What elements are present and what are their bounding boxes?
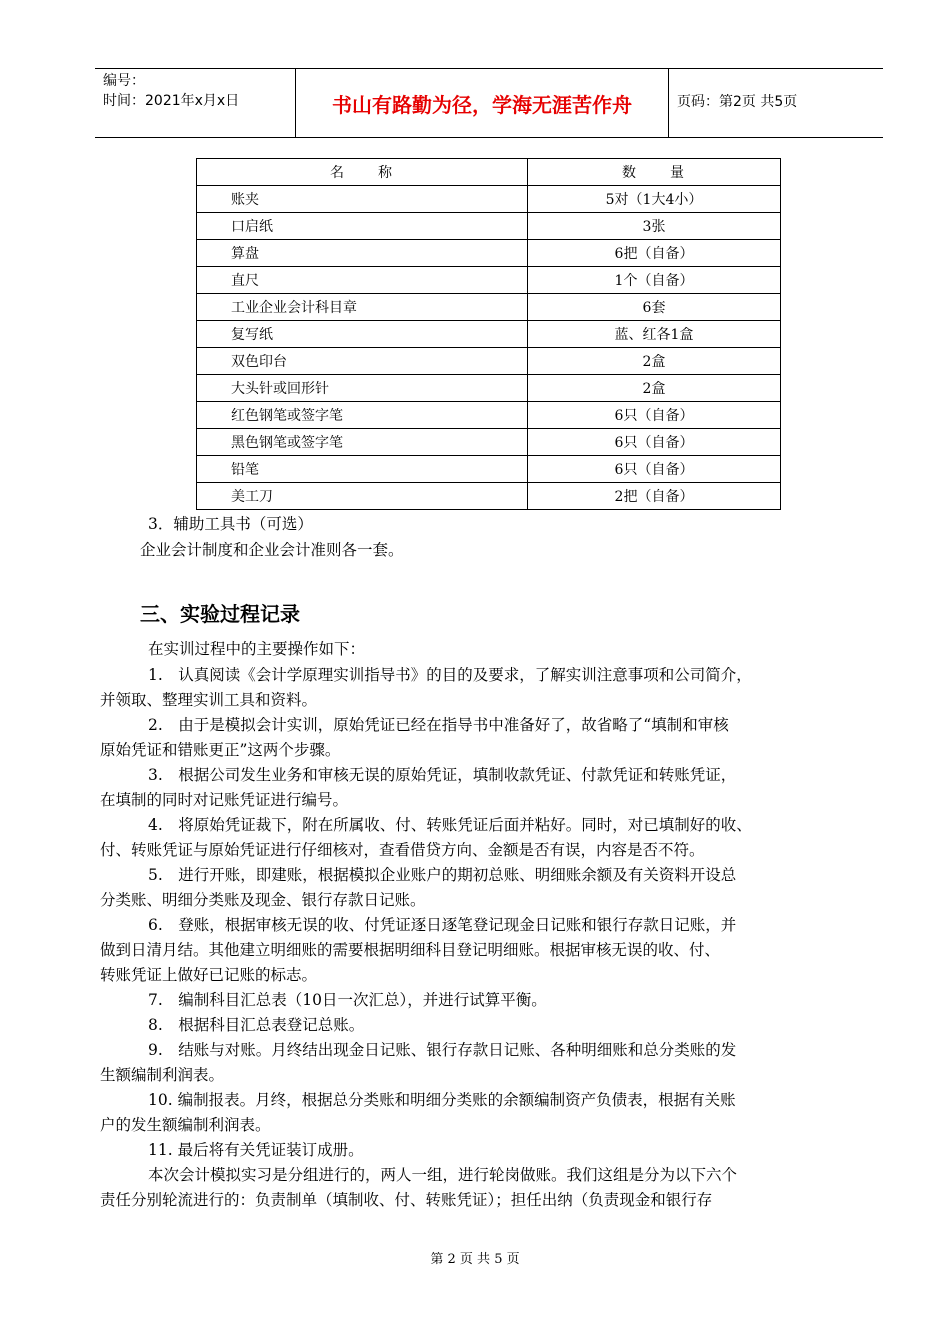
page-header — [95, 68, 883, 138]
item-quantity: 2盒 — [528, 375, 781, 402]
tools-title: 3．辅助工具书（可选） — [148, 515, 313, 533]
body-line: 户的发生额编制利润表。 — [100, 1116, 271, 1134]
item-name: 黑色钢笔或签字笔 — [197, 429, 528, 456]
body-line: 生额编制利润表。 — [100, 1066, 225, 1084]
body-line: 4. 将原始凭证裁下，附在所属收、付、转账凭证后面并粘好。同时，对已填制好的收、 — [148, 816, 752, 834]
body-line: 6. 登账，根据审核无误的收、付凭证逐日逐笔登记现金日记账和银行存款日记账，并 — [148, 916, 737, 934]
item-name: 红色钢笔或签字笔 — [197, 402, 528, 429]
item-quantity: 6只（自备） — [528, 456, 781, 483]
table-row — [197, 456, 781, 483]
body-line: 分类账、明细分类账及现金、银行存款日记账。 — [100, 891, 426, 909]
item-name: 口启纸 — [197, 213, 528, 240]
body-line: 付、转账凭证与原始凭证进行仔细核对，查看借贷方向、金额是否有误，内容是否不符。 — [100, 841, 705, 859]
header-page-number: 页码：第2页 共5页 — [677, 94, 798, 110]
table-row — [197, 483, 781, 510]
item-quantity: 2把（自备） — [528, 483, 781, 510]
body-line: 在填制的同时对记账凭证进行编号。 — [100, 791, 349, 809]
body-line: 5. 进行开账，即建账，根据模拟企业账户的期初总账、明细账余额及有关资料开设总 — [148, 866, 737, 884]
table-row — [197, 186, 781, 213]
header-number: 编号： — [103, 73, 145, 89]
item-quantity: 1个（自备） — [528, 267, 781, 294]
body-line: 并领取、整理实训工具和资料。 — [100, 691, 318, 709]
item-quantity: 6只（自备） — [528, 429, 781, 456]
item-quantity: 6把（自备） — [528, 240, 781, 267]
item-quantity: 5对（1大4小） — [528, 186, 781, 213]
table-header-row — [197, 159, 781, 186]
table-row — [197, 240, 781, 267]
table-row — [197, 429, 781, 456]
tools-table — [196, 158, 781, 510]
table-row — [197, 213, 781, 240]
page-footer: 第 2 页 共 5 页 — [430, 1252, 520, 1267]
table-row — [197, 402, 781, 429]
item-quantity: 3张 — [528, 213, 781, 240]
body-line: 2. 由于是模拟会计实训，原始凭证已经在指导书中准备好了，故省略了“填制和审核 — [148, 716, 729, 734]
body-line: 转账凭证上做好已记账的标志。 — [100, 966, 318, 984]
body-line: 原始凭证和错账更正”这两个步骤。 — [100, 741, 341, 759]
item-name: 美工刀 — [197, 483, 528, 510]
item-quantity: 蓝、红各1盒 — [528, 321, 781, 348]
item-name: 账夹 — [197, 186, 528, 213]
tools-text: 企业会计制度和企业会计准则各一套。 — [140, 541, 404, 559]
item-quantity: 6只（自备） — [528, 402, 781, 429]
body-line: 责任分别轮流进行的：负责制单（填制收、付、转账凭证）；担任出纳（负责现金和银行存 — [100, 1191, 713, 1209]
table-row — [197, 321, 781, 348]
header-time: 时间：2021年x月x日 — [103, 93, 240, 109]
intro-paragraph: 在实训过程中的主要操作如下： — [148, 640, 366, 658]
body-line: 本次会计模拟实习是分组进行的，两人一组，进行轮岗做账。我们这组是分为以下六个 — [148, 1166, 738, 1184]
body-line: 1. 认真阅读《会计学原理实训指导书》的目的及要求，了解实训注意事项和公司简介， — [148, 666, 752, 684]
item-quantity: 2盒 — [528, 348, 781, 375]
table-row — [197, 267, 781, 294]
header-divider — [668, 69, 669, 137]
item-name: 铅笔 — [197, 456, 528, 483]
table-row — [197, 294, 781, 321]
body-line: 3. 根据公司发生业务和审核无误的原始凭证，填制收款凭证、付款凭证和转账凭证， — [148, 766, 737, 784]
column-header-quantity: 数 量 — [528, 159, 781, 186]
body-line: 9. 结账与对账。月终结出现金日记账、银行存款日记账、各种明细账和总分类账的发 — [148, 1041, 737, 1059]
item-name: 算盘 — [197, 240, 528, 267]
header-meta — [103, 71, 239, 111]
body-line: 10. 编制报表。月终，根据总分类账和明细分类账的余额编制资产负债表，根据有关账 — [148, 1091, 736, 1109]
section-heading: 三、实验过程记录 — [140, 602, 300, 626]
item-name: 工业企业会计科目章 — [197, 294, 528, 321]
table-row — [197, 375, 781, 402]
item-quantity: 6套 — [528, 294, 781, 321]
body-line: 7. 编制科目汇总表（10日一次汇总），并进行试算平衡。 — [148, 991, 547, 1009]
body-line: 8. 根据科目汇总表登记总账。 — [148, 1016, 365, 1034]
item-name: 大头针或回形针 — [197, 375, 528, 402]
body-line: 做到日清月结。其他建立明细账的需要根据明细科目登记明细账。根据审核无误的收、付、 — [100, 941, 721, 959]
table-row — [197, 348, 781, 375]
item-name: 双色印台 — [197, 348, 528, 375]
item-name: 复写纸 — [197, 321, 528, 348]
body-line: 11. 最后将有关凭证装订成册。 — [148, 1141, 364, 1159]
column-header-name: 名 称 — [197, 159, 528, 186]
header-motto: 书山有路勤为径，学海无涯苦作舟 — [332, 92, 632, 117]
item-name: 直尺 — [197, 267, 528, 294]
